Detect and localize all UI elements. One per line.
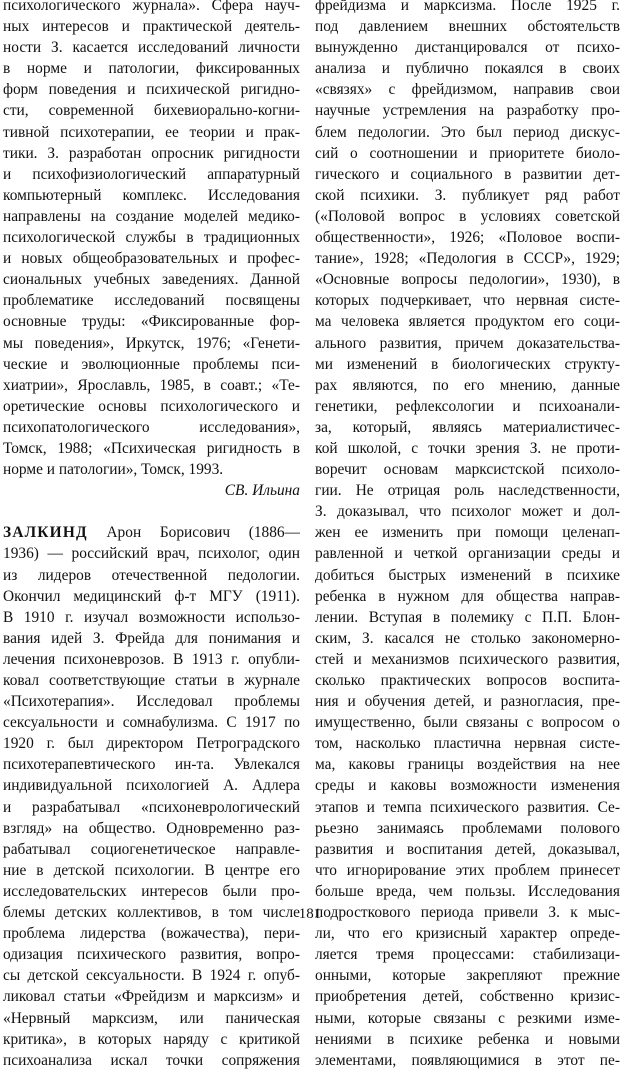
text-line: ской психики. З. публикует ряд работ — [315, 186, 620, 204]
text-line: лечения психоневрозов. В 1913 г. опубли- — [3, 650, 300, 668]
text-line: имущественно, были связаны с вопросом о — [315, 714, 620, 732]
text-line: жен ее изменить при помощи целенап- — [315, 524, 620, 542]
text-line: одизация психического развития, вопро- — [3, 946, 300, 964]
text-line: сий о соотношении и приоритете биоло- — [315, 144, 620, 162]
text-line: под давлением внешних обстоятельств — [315, 18, 620, 36]
text-line: критика», в которых наряду с критикой — [3, 1030, 300, 1048]
text-line: направлены на создание моделей медико- — [3, 207, 300, 225]
text-line: Томск, 1988; «Психическая ригидность в — [3, 439, 300, 457]
text-line: ли, что его кризисный характер опреде- — [315, 925, 620, 943]
text-line: рабатывал социогенетическое направле- — [3, 840, 300, 858]
text-line: больше вреда, чем пользы. Исследования — [315, 882, 620, 900]
text-line: сексуальности и сомнабулизма. С 1917 по — [3, 714, 300, 732]
text-line: индивидуальной психологией А. Адлера — [3, 777, 300, 795]
text-line: подросткового периода привели З. к мыс- — [315, 904, 620, 922]
text-line: нениями в психике ребенка и новыми — [315, 1030, 620, 1048]
text-line: общественности», 1926; «Половое воспи- — [315, 229, 620, 247]
text-line: ликовал статьи «Фрейдизм и марксизм» и — [3, 988, 300, 1006]
text-line: и новых общеобразовательных и профес- — [3, 250, 300, 268]
entry-first-line — [3, 522, 300, 543]
text-line: ных интересов и практической деятель- — [3, 18, 300, 36]
text-line: сиональных учебных заведениях. Данной — [3, 271, 300, 289]
text-line: компьютерный комплекс. Исследования — [3, 186, 300, 204]
text-line: ским, З. касался не столько закономерно- — [315, 629, 620, 647]
text-line: том, насколько пластична нервная систе- — [315, 735, 620, 753]
text-line: ческие и эволюционные проблемы пси- — [3, 355, 300, 373]
text-line: этапов и темпа психического развития. Се- — [315, 798, 620, 816]
text-line: З. доказывал, что психолог может и дол- — [315, 503, 620, 521]
text-line: рьезно занимаясь проблемами полового — [315, 819, 620, 837]
text-line: В 1910 г. изучал возможности использо- — [3, 608, 300, 626]
text-line: из лидеров отечественной педологии. — [3, 566, 300, 584]
text-line: равленной и четкой организации среды и — [315, 545, 620, 563]
text-line: кой школой, с точки зрения З. не проти- — [315, 439, 620, 457]
text-line: среды и каковы возможности изменения — [315, 777, 620, 795]
page-number: 181 — [298, 906, 322, 922]
text-line: ального развития, причем доказательства- — [315, 334, 620, 352]
text-line: вания идей З. Фрейда для понимания и — [3, 629, 300, 647]
text-line: и психофизиологический аппаратурный — [3, 165, 300, 183]
text-line: в норме и патологии, фиксированных — [3, 60, 300, 78]
text-line: ковал соответствующие статьи в журнале — [3, 672, 300, 689]
text-line: «Психотерапия». Исследовал проблемы — [3, 693, 300, 711]
text-line: фрейдизма и марксизма. После 1925 г. — [315, 0, 620, 14]
text-line: норме и патологии», Томск, 1993. — [3, 461, 224, 479]
text-line: ми изменений в биологических структу- — [315, 355, 620, 373]
entry-gap — [3, 501, 300, 522]
entry-headword: ЗАЛКИНД — [3, 524, 88, 542]
text-line: ляется тремя процессами: стабилизаци- — [315, 946, 620, 964]
text-line: («Половой вопрос в условиях советской — [315, 207, 620, 225]
author-signature: СВ. Ильина — [224, 482, 300, 500]
text-line: взгляд» на общество. Одновременно раз- — [3, 819, 300, 837]
text-line: ности З. касается исследований личности — [3, 39, 300, 57]
text-line: сти, современной бихевиорально-когни- — [3, 102, 300, 120]
text-line: «Основные вопросы педологии», 1930), в — [315, 271, 620, 289]
text-line: онными, которые закрепляют прежние — [315, 967, 620, 985]
text-line: воречит основам марксистской психоло- — [315, 461, 620, 479]
text-line: тание», 1928; «Педология в СССР», 1929; — [315, 250, 620, 268]
text-line: элементами, появляющимися в этот пе- — [315, 1051, 620, 1069]
text-line: форм поведения и психической ригидно- — [3, 81, 300, 99]
text-line: ние в детской психологии. В центре его — [3, 861, 300, 879]
text-line: психологической службы в традиционных — [3, 229, 300, 247]
text-line: основные труды: «Фиксированные фор- — [3, 313, 300, 331]
text-line: ными, которые связаны с резкими изме- — [315, 1009, 620, 1027]
text-line: приобретения детей, собственно кризис- — [315, 988, 620, 1006]
text-line: лении. Вступая в полемику с П.П. Блон- — [315, 608, 620, 626]
text-line: Окончил медицинский ф-т МГУ (1911). — [3, 587, 300, 605]
text-line: генетики, рефлексологии и психоанали- — [315, 397, 620, 415]
text-line: исследовательских интересов были про- — [3, 882, 300, 900]
text-line: проблематике исследований посвящены — [3, 292, 300, 310]
text-line: психоанализа искал точки сопряжения — [3, 1051, 300, 1069]
text-line: ма, каковы границы воздействия на нее — [315, 756, 620, 774]
text-line: сы детской сексуальности. В 1924 г. опуб- — [3, 967, 300, 985]
text-line: рах являются, по его мнению, данные — [315, 376, 620, 394]
text-line: проблема лидерства (вожачества), пери- — [3, 925, 300, 943]
entry-first-line-text: Арон Борисович (1886— — [87, 524, 300, 542]
text-line: «Нервный марксизм, или паническая — [3, 1009, 300, 1027]
text-line: сколько практических вопросов воспита- — [315, 672, 620, 689]
text-line: развития и воспитания детей, доказывал, — [315, 840, 620, 858]
text-line: психотерапевтического ин-та. Увлекался — [3, 756, 300, 774]
text-line: «связях» с фрейдизмом, направив свои — [315, 81, 620, 99]
text-line: оретические основы психологического и — [3, 397, 300, 415]
text-line: тивной психотерапии, ее теории и прак- — [3, 123, 300, 141]
text-line: 1920 г. был директором Петроградского — [3, 735, 300, 753]
text-line: хиатрии», Ярославль, 1985, в соавт.; «Те- — [3, 376, 300, 394]
text-line: гического и социального в развитии дет- — [315, 165, 620, 183]
text-line: мы поведения», Иркутск, 1976; «Генети- — [3, 334, 300, 352]
text-line: стей и механизмов психического развития, — [315, 650, 620, 668]
text-line: блем педологии. Это был период дискус- — [315, 123, 620, 141]
text-line: 1936) — российский врач, психолог, один — [3, 545, 300, 563]
text-line: тики. З. разработан опросник ригидности — [3, 144, 300, 162]
text-line: психопатологического исследования», — [3, 418, 300, 436]
text-line: и разрабатывал «психоневрологический — [3, 798, 300, 816]
text-line: что игнорирование этих проблем принесет — [315, 861, 620, 879]
text-line: ма человека является продуктом его соци- — [315, 313, 620, 331]
text-line: вынужденно дистанцировался от психо- — [315, 39, 620, 57]
text-line: ния и обучения детей, и разногласия, пре- — [315, 693, 620, 711]
text-line: научные устремления на разработку про- — [315, 102, 620, 120]
text-line: гии. Не отрицая роль наследственности, — [315, 482, 620, 500]
text-line: добиться быстрых изменений в психике — [315, 566, 620, 584]
text-line: ребенка в нужном для общества направ- — [315, 587, 620, 605]
text-line: психологического журнала». Сфера науч- — [3, 0, 300, 14]
text-line: анализа и публично покаялся в своих — [315, 60, 620, 78]
text-line: за, который, являясь материалистичес- — [315, 418, 620, 436]
text-line: блемы детских коллективов, в том числе — [3, 904, 300, 922]
text-line: которых подчеркивает, что нервная систе- — [315, 292, 620, 310]
